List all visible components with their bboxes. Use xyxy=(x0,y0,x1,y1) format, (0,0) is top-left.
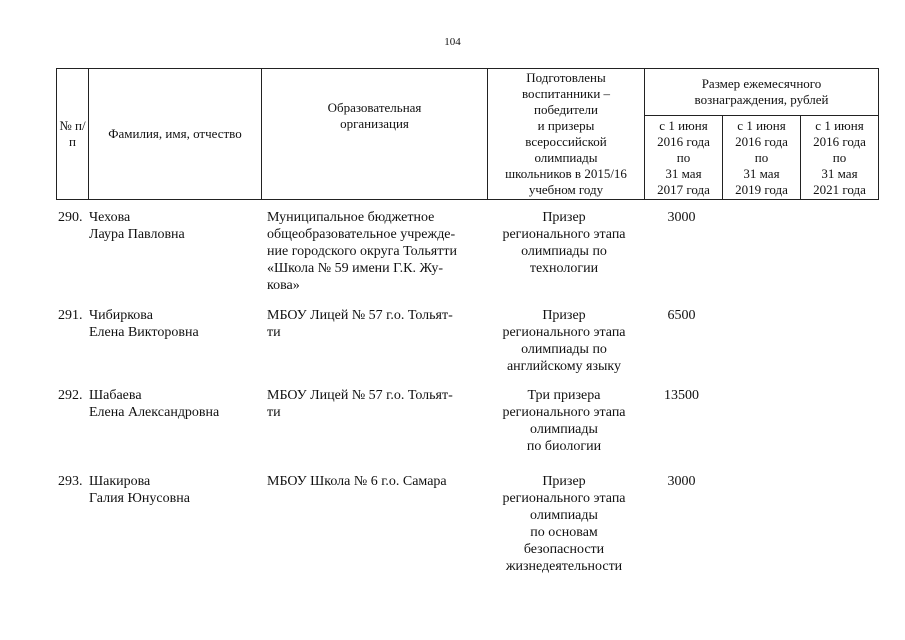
row-achievement xyxy=(488,209,640,277)
name-line: Чехова xyxy=(89,210,131,225)
header-prepared-line: всероссийской xyxy=(525,134,607,149)
header-prepared-line: и призеры xyxy=(537,118,595,133)
achievement-line: регионального этапа xyxy=(502,405,626,420)
org-line: ти xyxy=(267,325,281,340)
row-amount: 6500 xyxy=(667,308,696,323)
header-prepared-line: учебном году xyxy=(528,182,604,197)
org-line: кова» xyxy=(267,278,300,293)
header-prepared-line: победители xyxy=(534,102,598,117)
org-line: Муниципальное бюджетное xyxy=(267,210,435,225)
name-line: Галия Юнусовна xyxy=(89,491,190,506)
period-line: 31 мая xyxy=(743,166,780,181)
table-header xyxy=(56,68,879,200)
header-reward-line: Размер ежемесячного xyxy=(701,76,822,91)
achievement-line: олимпиады по xyxy=(521,244,607,259)
header-period-2019 xyxy=(723,116,801,200)
period-line: 2019 года xyxy=(735,182,788,197)
achievement-line: олимпиады xyxy=(530,422,598,437)
header-prepared-line: Подготовлены xyxy=(526,70,606,85)
row-number: 291. xyxy=(58,308,83,323)
row-name xyxy=(89,387,261,421)
header-period-2017 xyxy=(645,116,723,200)
row-organization xyxy=(267,473,483,490)
period-line: 2021 года xyxy=(813,182,866,197)
row-name xyxy=(89,307,261,341)
period-line: 31 мая xyxy=(665,166,702,181)
header-num: № п/п xyxy=(57,69,89,200)
page-number: 104 xyxy=(444,36,461,48)
period-line: по xyxy=(832,150,847,165)
row-name xyxy=(89,473,261,507)
org-line: МБОУ Лицей № 57 г.о. Тольят- xyxy=(267,308,453,323)
row-organization xyxy=(267,307,483,341)
period-line: с 1 июня xyxy=(659,118,708,133)
achievement-line: регионального этапа xyxy=(502,227,626,242)
row-achievement xyxy=(488,387,640,455)
achievement-line: технологии xyxy=(529,261,599,276)
row-achievement xyxy=(488,307,640,375)
period-line: с 1 июня xyxy=(737,118,786,133)
name-line: Шабаева xyxy=(89,388,142,403)
period-line: по xyxy=(676,150,691,165)
name-line: Чибиркова xyxy=(89,308,153,323)
achievement-line: безопасности xyxy=(523,542,605,557)
header-prepared xyxy=(488,69,645,200)
period-line: по xyxy=(754,150,769,165)
header-prepared-line: воспитанники – xyxy=(521,86,611,101)
achievement-line: регионального этапа xyxy=(502,325,626,340)
header-prepared-line: школьников в 2015/16 xyxy=(505,166,627,181)
header-reward xyxy=(645,69,879,116)
name-line: Елена Викторовна xyxy=(89,325,199,340)
achievement-line: по основам xyxy=(530,525,598,540)
org-line: МБОУ Лицей № 57 г.о. Тольят- xyxy=(267,388,453,403)
row-number: 293. xyxy=(58,474,83,489)
row-number: 292. xyxy=(58,388,83,403)
header-org xyxy=(262,69,488,200)
org-line: ние городского округа Тольятти xyxy=(267,244,457,259)
achievement-line: олимпиады xyxy=(530,508,598,523)
org-line: общеобразовательное учрежде- xyxy=(267,227,456,242)
name-line: Шакирова xyxy=(89,474,151,489)
header-org-line: организация xyxy=(340,116,409,131)
row-name xyxy=(89,209,261,243)
period-line: 2016 года xyxy=(735,134,788,149)
period-line: с 1 июня xyxy=(815,118,864,133)
name-line: Елена Александровна xyxy=(89,405,220,420)
achievement-line: регионального этапа xyxy=(502,491,626,506)
achievement-line: Призер xyxy=(542,210,586,225)
header-name: Фамилия, имя, отчество xyxy=(89,69,262,200)
row-amount: 13500 xyxy=(664,388,699,403)
period-line: 2016 года xyxy=(657,134,710,149)
row-organization xyxy=(267,209,483,294)
achievement-line: жизнедеятельности xyxy=(505,559,623,574)
row-achievement xyxy=(488,473,640,575)
header-reward-line: вознаграждения, рублей xyxy=(694,92,829,107)
achievement-line: английскому языку xyxy=(506,359,622,374)
achievement-line: Три призера xyxy=(527,388,601,403)
row-amount: 3000 xyxy=(667,474,696,489)
achievement-line: олимпиады по xyxy=(521,342,607,357)
org-line: ти xyxy=(267,405,281,420)
header-org-line: Образовательная xyxy=(327,100,422,115)
achievement-line: по биологии xyxy=(526,439,602,454)
name-line: Лаура Павловна xyxy=(89,227,185,242)
achievement-line: Призер xyxy=(542,308,586,323)
period-line: 31 мая xyxy=(821,166,858,181)
row-number: 290. xyxy=(58,210,83,225)
header-period-2021 xyxy=(801,116,879,200)
achievement-line: Призер xyxy=(542,474,586,489)
org-line: МБОУ Школа № 6 г.о. Самара xyxy=(267,474,447,489)
row-organization xyxy=(267,387,483,421)
header-prepared-line: олимпиады xyxy=(534,150,598,165)
org-line: «Школа № 59 имени Г.К. Жу- xyxy=(267,261,444,276)
row-amount: 3000 xyxy=(667,210,696,225)
period-line: 2017 года xyxy=(657,182,710,197)
period-line: 2016 года xyxy=(813,134,866,149)
